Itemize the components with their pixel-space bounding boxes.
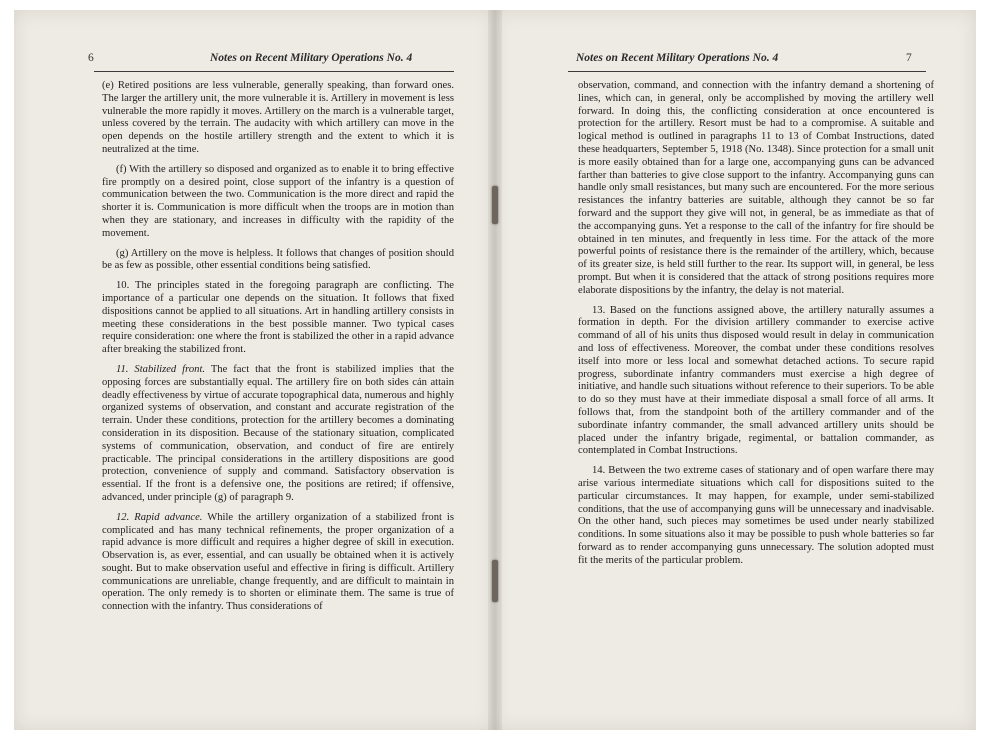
left-page-body (102, 80, 454, 621)
left-page (14, 10, 494, 730)
right-page-body (578, 80, 934, 574)
paragraph-11-lead: 11. Stabilized front. (116, 363, 206, 375)
left-header-rule (94, 71, 454, 72)
paragraph-9e: (e) Retired positions are less vulnerable, generally speaking, than forward ones. The larger the artillery unit, the more vulnerable it is. Artillery in movement is less vulnerable the more rapidly it moves. Artillery on the march is a vulnerable target, unless covered by the terrain. The audacity with which artillery can move in the open depends on the hostile artillery strength and the extent to which it is neutralized at the time. (102, 80, 454, 155)
paragraph-11: 11. Stabilized front. The fact that the front is stabilized implies that the opposing forces are substantially equal. The artillery fire on both sides cán attain deadly effectiveness by virtue of accurate topographical data, numerous and highly organized systems of observation, and constant and accurate registration of the terrain. Under these conditions, protection for the artillery becomes a dominating consideration in its disposition. Because of the stationary situation, complicated systems of communication, observation, and conduct of fire are entirely practicable. The principal considerations in the artillery dispositions are good protection, convenience of supply and command. Satisfactory observation is essential. If the front is a defensive one, the positions are retired; if offensive, advanced, under principle (g) of paragraph 9. (102, 363, 454, 503)
paragraph-12-continued: observation, command, and connection with the infantry demand a shortening of lines, which can, in general, only be accomplished by moving the artillery well forward. In doing this, the conflicting consideration at once encountered is protection for the artillery. Resort must be had to a compromise. A suitable and logical method is outlined in paragraphs 11 to 13 of Combat Instructions, dated these headquarters, September 5, 1918 (No. 1348). Since protection for a small unit is more easily obtained than for a large one, accompanying guns can be advanced farther than batteries to give close support to the infantry. Accompanying guns can handle only small resistances, but many such are encountered. For the more serious resistances the infantry batteries are suitable, although they cannot be so far forward and the support they give will not, in general, be as immediate as that of the accompanying guns. Yet a response to the call of the infantry for fire should be obtained in ten minutes, and frequently in less time. For the attack of the more powerful points of resistance there is the remainder of the artillery, which, because of its greater size, is held still further to the rear. Its support will, in general, be less prompt. But when it is considered that the attack of strong positions requires more elaborate dispositions by the infantry, the delay is not material. (578, 80, 934, 296)
paragraph-12-lead: 12. Rapid advance. (116, 511, 203, 523)
paragraph-14: 14. Between the two extreme cases of stationary and of open warfare there may arise various intermediate situations which call for dispositions suited to the particular circumstances. It may happen, for example, under semi-stabilized conditions, that the use of accompanying guns will be unnecessary and inadvisable. On the other hand, such pieces may sometimes be used under nearly stabilized conditions. In some situations also it may be possible to push whole batteries so far forward as to render accompanying guns unnecessary. The solution adopted must fit the merits of the particular problem. (578, 465, 934, 566)
top-staple (492, 186, 498, 224)
bottom-staple (492, 560, 498, 602)
right-page (494, 10, 976, 730)
paragraph-9g: (g) Artillery on the move is helpless. It follows that changes of position should be as few as possible, other essential conditions being satisfied. (102, 247, 454, 272)
right-running-header: Notes on Recent Military Operations No. 4 (576, 52, 779, 64)
left-running-header: Notes on Recent Military Operations No. 4 (210, 52, 413, 64)
paragraph-12: 12. Rapid advance. While the artillery organization of a stabilized front is complicated and has many technical refinements, the proper organization of a rapid advance is more difficult and requires a higher degree of skill in execution. Observation is, as ever, essential, and can usually be obtained when it is actively sought. But to make observation useful and effective in firing is difficult. Artillery communications are unreliable, change frequently, and are difficult to maintain in operation. The only remedy is to shorten or eliminate them. The same is true of connection with the infantry. Thus considerations of (102, 511, 454, 613)
left-page-number: 6 (88, 52, 94, 64)
right-page-number: 7 (906, 52, 912, 64)
binding-gutter (488, 10, 502, 730)
right-header-rule (568, 71, 926, 72)
paragraph-10: 10. The principles stated in the foregoing paragraph are conflicting. The importance of a particular one depends on the situation. It follows that fixed dispositions cannot be applied to all situations. Art in handling artillery consists in meeting these considerations in the best possible manner. Two typical cases require consideration: one where the front is stabilized the other in a rapid advance after breaking the stabilized front. (102, 280, 454, 356)
paragraph-9f: (f) With the artillery so disposed and organized as to enable it to bring effective fire promptly on a desired point, close support of the infantry is a question of communication between the two. Communication is the more direct and rapid the shorter it is. Communication is more difficult when the troops are in motion than when they are stationary, and increases in difficulty with the rapidity of the movement. (102, 163, 454, 239)
paragraph-13: 13. Based on the functions assigned above, the artillery naturally assumes a formation in depth. For the division artillery commander to exercise active command of all of his units thus disposed would result in delay in communication and loss of effectiveness. Moreover, the combat under these conditions resolves itself into more or less local and somewhat detached actions. To secure rapid progress, subordinate infantry commanders must exercise a high degree of initiative, and handle such situations without reference to their superiors. To be able to do so they must have at their immediate disposal a small force of all arms. It follows that, from the standpoint both of the artillery commander and of the subordinate infantry commander, the small advanced artillery units should be placed under the infantry brigade, regimental, or battalion commander, as contemplated in Combat Instructions. (578, 304, 934, 457)
